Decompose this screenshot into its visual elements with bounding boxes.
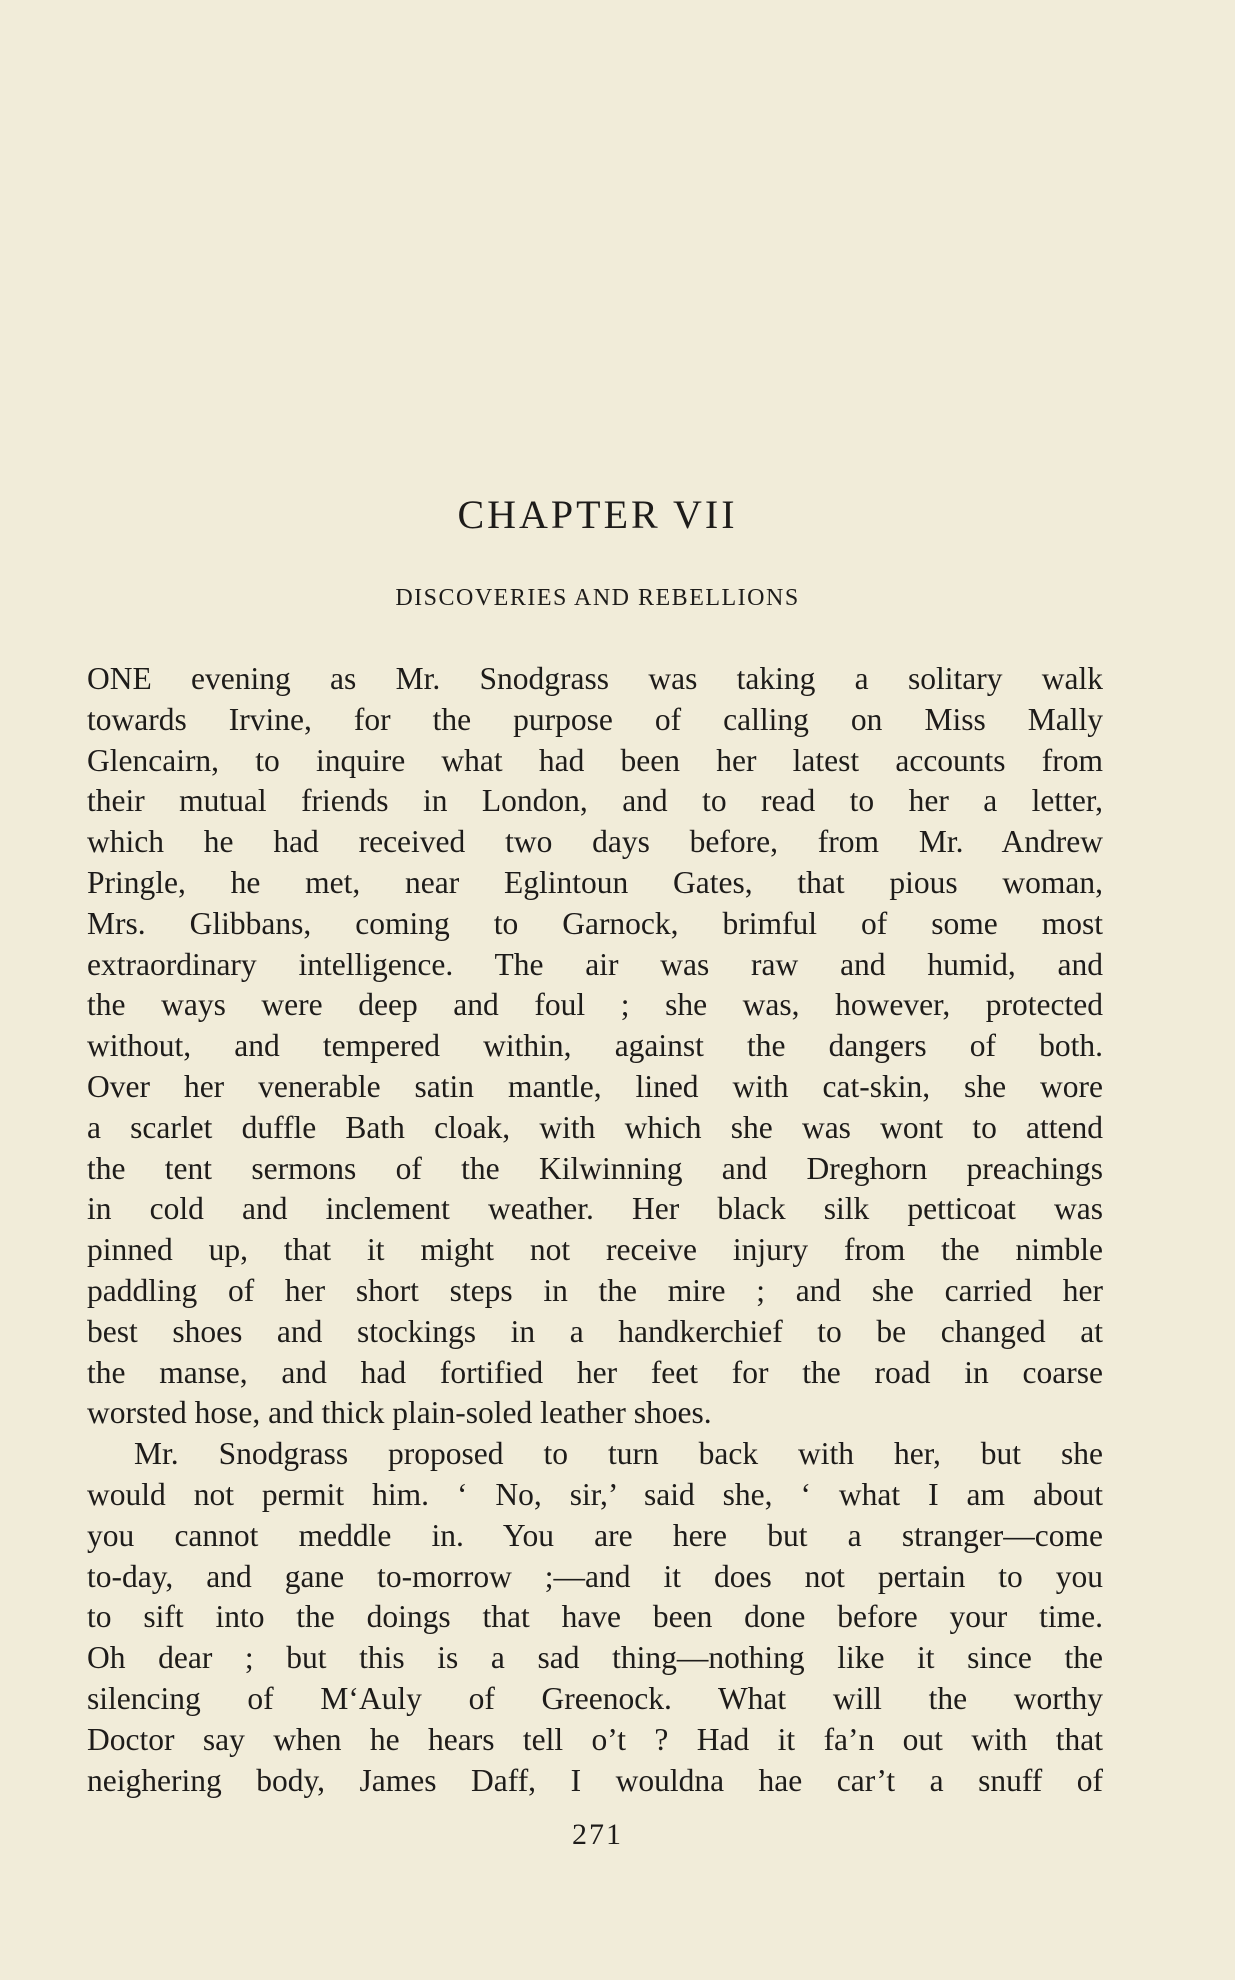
text-line: Doctor say when he hears tell o’t ? Had it fa’n out with that [87, 1721, 1103, 1757]
text-line: pinned up, that it might not receive injury from the nimble [87, 1232, 1103, 1268]
text-line: neighering body, James Daff, I wouldna hae car’t a snuff of [87, 1762, 1103, 1798]
text-line: best shoes and stockings in a handkerchief to be changed at [87, 1313, 1103, 1349]
text-line: which he had received two days before, from Mr. Andrew [87, 824, 1103, 860]
page-number: 271 [572, 1818, 623, 1851]
text-line: Pringle, he met, near Eglintoun Gates, that pious woman, [87, 864, 1103, 900]
text-line: without, and tempered within, against the dangers of both. [87, 1028, 1103, 1064]
text-line: their mutual friends in London, and to read to her a letter, [87, 783, 1103, 819]
text-line: you cannot meddle in. You are here but a stranger—come [87, 1517, 1103, 1553]
text-line: the tent sermons of the Kilwinning and Dreghorn preachings [87, 1150, 1103, 1186]
text-line: silencing of M‘Auly of Greenock. What will the worthy [87, 1680, 1103, 1716]
chapter-subtitle: DISCOVERIES AND REBELLIONS [395, 585, 800, 611]
paragraph-1 [87, 659, 1103, 1434]
text-line: worsted hose, and thick plain-soled leather shoes. [87, 1395, 712, 1431]
text-line: the ways were deep and foul ; she was, however, protected [87, 987, 1103, 1023]
paragraph-2 [87, 1434, 1103, 1801]
text-line: Mr. Snodgrass proposed to turn back with her, but she [134, 1436, 1103, 1472]
text-line: extraordinary intelligence. The air was raw and humid, and [87, 946, 1103, 982]
text-line: Oh dear ; but this is a sad thing—nothing like it since the [87, 1640, 1103, 1676]
text-line: Glencairn, to inquire what had been her latest accounts from [87, 742, 1103, 778]
body-text [87, 659, 1103, 1801]
text-line: Mrs. Glibbans, coming to Garnock, brimful of some most [87, 905, 1103, 941]
text-line: towards Irvine, for the purpose of calling on Miss Mally [87, 701, 1103, 737]
text-line: to sift into the doings that have been done before your time. [87, 1599, 1103, 1635]
text-line: ONE evening as Mr. Snodgrass was taking a solitary walk [87, 661, 1103, 696]
text-line: a scarlet duffle Bath cloak, with which she was wont to attend [87, 1109, 1103, 1145]
text-line: Over her venerable satin mantle, lined with cat-skin, she wore [87, 1068, 1103, 1104]
text-line: in cold and inclement weather. Her black silk petticoat was [87, 1191, 1103, 1227]
text-line: to-day, and gane to-morrow ;—and it does not pertain to you [87, 1558, 1103, 1594]
chapter-title: CHAPTER VII [457, 492, 738, 537]
text-line: paddling of her short steps in the mire ; and she carried her [87, 1272, 1103, 1308]
text-line: the manse, and had fortified her feet for the road in coarse [87, 1354, 1103, 1390]
text-line: would not permit him. ‘ No, sir,’ said she, ‘ what I am about [87, 1476, 1103, 1512]
